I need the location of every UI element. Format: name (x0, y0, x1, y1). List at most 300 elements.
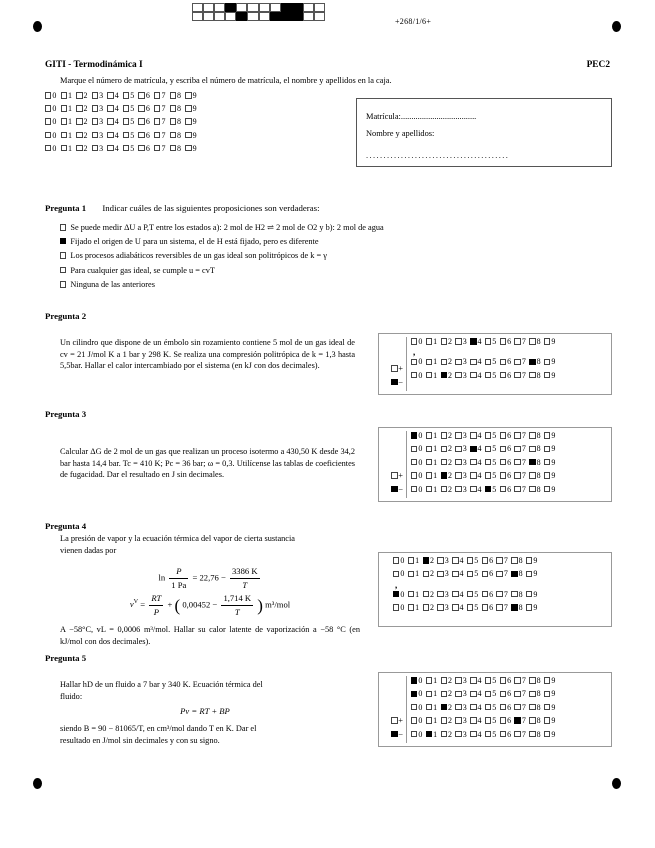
digit-option-3[interactable] (455, 371, 466, 380)
checkbox-icon[interactable] (391, 731, 397, 737)
checkbox-icon[interactable] (500, 691, 506, 697)
checkbox-icon[interactable] (441, 432, 447, 438)
digit-option-5[interactable] (123, 117, 134, 126)
digit-option-9[interactable] (185, 104, 196, 113)
checkbox-icon[interactable] (511, 557, 517, 563)
checkbox-icon[interactable] (482, 591, 488, 597)
checkbox-icon[interactable] (485, 359, 491, 365)
checkbox-icon[interactable] (107, 132, 113, 138)
digits-column[interactable] (389, 556, 609, 623)
checkbox-icon[interactable] (391, 717, 397, 723)
digit-option-6[interactable] (500, 458, 511, 467)
checkbox-icon[interactable] (138, 105, 144, 111)
digit-option-0[interactable] (411, 676, 422, 685)
proposition-option-1[interactable] (60, 222, 384, 237)
digit-option-7[interactable] (154, 104, 165, 113)
answer-digit-row[interactable] (393, 603, 609, 616)
checkbox-icon[interactable] (426, 459, 432, 465)
checkbox-icon[interactable] (154, 132, 160, 138)
digits-column[interactable] (407, 337, 609, 391)
checkbox-icon[interactable] (500, 446, 506, 452)
proposition-option-4[interactable] (60, 266, 384, 281)
digit-option-0[interactable] (411, 689, 422, 698)
checkbox-icon[interactable] (411, 372, 417, 378)
checkbox-icon[interactable] (426, 472, 432, 478)
answer-digit-row[interactable] (411, 689, 609, 702)
sign-option-negative[interactable] (381, 730, 403, 743)
checkbox-icon[interactable] (485, 338, 491, 344)
digit-option-8[interactable] (529, 337, 540, 346)
digit-option-3[interactable] (92, 117, 103, 126)
checkbox-icon[interactable] (170, 92, 176, 98)
digit-option-4[interactable] (470, 431, 481, 440)
digit-option-6[interactable] (500, 676, 511, 685)
checkbox-icon[interactable] (529, 359, 535, 365)
checkbox-icon[interactable] (411, 691, 417, 697)
digit-option-0[interactable] (45, 131, 56, 140)
checkbox-icon[interactable] (154, 105, 160, 111)
checkbox-icon[interactable] (426, 372, 432, 378)
digit-option-0[interactable] (411, 458, 422, 467)
digit-option-5[interactable] (485, 689, 496, 698)
checkbox-icon[interactable] (45, 132, 51, 138)
digit-option-5[interactable] (467, 569, 478, 578)
checkbox-icon[interactable] (107, 118, 113, 124)
checkbox-icon[interactable] (514, 372, 520, 378)
digit-option-0[interactable] (393, 590, 404, 599)
digit-option-6[interactable] (138, 104, 149, 113)
checkbox-icon[interactable] (470, 372, 476, 378)
digit-option-2[interactable] (441, 431, 452, 440)
checkbox-icon[interactable] (544, 486, 550, 492)
digit-option-3[interactable] (455, 444, 466, 453)
checkbox-icon[interactable] (391, 365, 397, 371)
checkbox-icon[interactable] (544, 677, 550, 683)
digit-option-6[interactable] (500, 716, 511, 725)
digit-option-9[interactable] (185, 91, 196, 100)
sign-column[interactable] (381, 431, 407, 498)
digit-option-3[interactable] (455, 716, 466, 725)
digit-option-1[interactable] (426, 485, 437, 494)
checkbox-icon[interactable] (455, 338, 461, 344)
checkbox-icon[interactable] (170, 105, 176, 111)
digit-option-4[interactable] (470, 371, 481, 380)
digit-option-7[interactable] (514, 444, 525, 453)
checkbox-icon[interactable] (544, 338, 550, 344)
digit-option-4[interactable] (470, 716, 481, 725)
checkbox-icon[interactable] (423, 591, 429, 597)
checkbox-icon[interactable] (61, 145, 67, 151)
sign-option-positive[interactable] (381, 364, 403, 377)
checkbox-icon[interactable] (138, 145, 144, 151)
digit-option-5[interactable] (485, 337, 496, 346)
digit-option-1[interactable] (408, 569, 419, 578)
digit-option-2[interactable] (441, 444, 452, 453)
sign-option-positive[interactable] (381, 471, 403, 484)
digit-option-8[interactable] (529, 444, 540, 453)
checkbox-icon[interactable] (92, 92, 98, 98)
checkbox-icon[interactable] (426, 704, 432, 710)
digit-option-4[interactable] (107, 117, 118, 126)
checkbox-icon[interactable] (529, 677, 535, 683)
question-2-answer-grid[interactable] (378, 333, 612, 395)
digit-option-7[interactable] (154, 144, 165, 153)
checkbox-icon[interactable] (455, 359, 461, 365)
digit-option-7[interactable] (514, 703, 525, 712)
digit-option-3[interactable] (92, 131, 103, 140)
checkbox-icon[interactable] (455, 459, 461, 465)
digit-option-6[interactable] (482, 590, 493, 599)
digit-option-7[interactable] (514, 471, 525, 480)
digit-option-7[interactable] (514, 676, 525, 685)
digit-option-3[interactable] (455, 703, 466, 712)
checkbox-icon[interactable] (470, 338, 476, 344)
digit-option-6[interactable] (500, 371, 511, 380)
checkbox-icon[interactable] (107, 105, 113, 111)
checkbox-icon[interactable] (411, 359, 417, 365)
digit-option-0[interactable] (45, 104, 56, 113)
checkbox-icon[interactable] (391, 472, 397, 478)
checkbox-icon[interactable] (514, 432, 520, 438)
checkbox-icon[interactable] (92, 105, 98, 111)
checkbox-icon[interactable] (426, 359, 432, 365)
checkbox-icon[interactable] (470, 446, 476, 452)
checkbox-icon[interactable] (123, 118, 129, 124)
checkbox-icon[interactable] (529, 338, 535, 344)
checkbox-icon[interactable] (408, 557, 414, 563)
checkbox-icon[interactable] (154, 92, 160, 98)
checkbox-icon[interactable] (470, 717, 476, 723)
digit-option-2[interactable] (423, 590, 434, 599)
digit-option-2[interactable] (76, 144, 87, 153)
digit-option-8[interactable] (170, 91, 181, 100)
checkbox-icon[interactable] (526, 591, 532, 597)
digit-option-4[interactable] (470, 730, 481, 739)
digit-option-9[interactable] (544, 730, 555, 739)
digit-option-0[interactable] (411, 357, 422, 366)
answer-digit-row[interactable] (411, 716, 609, 729)
digit-option-9[interactable] (544, 371, 555, 380)
digit-option-7[interactable] (496, 590, 507, 599)
digit-option-9[interactable] (544, 458, 555, 467)
digit-option-0[interactable] (411, 485, 422, 494)
digit-option-1[interactable] (61, 117, 72, 126)
checkbox-icon[interactable] (455, 372, 461, 378)
digit-option-7[interactable] (514, 431, 525, 440)
digit-option-1[interactable] (426, 458, 437, 467)
checkbox-icon[interactable] (61, 132, 67, 138)
digit-option-5[interactable] (123, 131, 134, 140)
digit-option-2[interactable] (441, 458, 452, 467)
digit-option-8[interactable] (511, 590, 522, 599)
digit-option-9[interactable] (544, 703, 555, 712)
checkbox-icon[interactable] (500, 432, 506, 438)
proposition-option-2[interactable] (60, 237, 384, 252)
checkbox-icon[interactable] (485, 372, 491, 378)
digit-option-8[interactable] (529, 676, 540, 685)
checkbox-icon[interactable] (485, 717, 491, 723)
checkbox-icon[interactable] (544, 432, 550, 438)
digit-option-4[interactable] (107, 131, 118, 140)
checkbox-icon[interactable] (455, 432, 461, 438)
digits-column[interactable] (407, 676, 609, 743)
proposition-option-5[interactable] (60, 280, 384, 295)
checkbox-icon[interactable] (138, 132, 144, 138)
checkbox-icon[interactable] (526, 557, 532, 563)
checkbox-icon[interactable] (485, 446, 491, 452)
checkbox-icon[interactable] (544, 717, 550, 723)
digit-option-8[interactable] (529, 458, 540, 467)
checkbox-icon[interactable] (544, 459, 550, 465)
digit-option-1[interactable] (61, 104, 72, 113)
digit-option-3[interactable] (455, 471, 466, 480)
checkbox-icon[interactable] (60, 238, 66, 244)
digit-option-5[interactable] (467, 556, 478, 565)
digit-option-2[interactable] (76, 131, 87, 140)
checkbox-icon[interactable] (441, 717, 447, 723)
checkbox-icon[interactable] (485, 677, 491, 683)
digit-option-5[interactable] (485, 716, 496, 725)
checkbox-icon[interactable] (185, 132, 191, 138)
digit-option-6[interactable] (500, 730, 511, 739)
digit-option-7[interactable] (514, 485, 525, 494)
digit-option-5[interactable] (485, 730, 496, 739)
checkbox-icon[interactable] (514, 704, 520, 710)
checkbox-icon[interactable] (500, 731, 506, 737)
checkbox-icon[interactable] (452, 557, 458, 563)
digit-option-1[interactable] (426, 371, 437, 380)
checkbox-icon[interactable] (511, 571, 517, 577)
answer-digit-row[interactable] (393, 590, 609, 603)
digit-option-1[interactable] (426, 716, 437, 725)
checkbox-icon[interactable] (526, 604, 532, 610)
checkbox-icon[interactable] (123, 132, 129, 138)
digit-option-2[interactable] (441, 371, 452, 380)
answer-digit-row[interactable] (411, 371, 609, 384)
digit-option-6[interactable] (500, 444, 511, 453)
checkbox-icon[interactable] (529, 372, 535, 378)
digit-option-5[interactable] (123, 91, 134, 100)
checkbox-icon[interactable] (411, 704, 417, 710)
digit-option-6[interactable] (138, 117, 149, 126)
checkbox-icon[interactable] (76, 92, 82, 98)
matricula-row[interactable] (45, 117, 201, 130)
checkbox-icon[interactable] (455, 677, 461, 683)
proposition-option-3[interactable] (60, 251, 384, 266)
checkbox-icon[interactable] (467, 591, 473, 597)
checkbox-icon[interactable] (45, 105, 51, 111)
digit-option-2[interactable] (441, 337, 452, 346)
checkbox-icon[interactable] (92, 132, 98, 138)
digit-option-9[interactable] (526, 556, 537, 565)
checkbox-icon[interactable] (496, 557, 502, 563)
digit-option-6[interactable] (138, 91, 149, 100)
digit-option-0[interactable] (45, 144, 56, 153)
checkbox-icon[interactable] (514, 691, 520, 697)
digit-option-5[interactable] (485, 471, 496, 480)
answer-digit-row[interactable] (411, 730, 609, 743)
digit-option-2[interactable] (441, 471, 452, 480)
checkbox-icon[interactable] (482, 557, 488, 563)
checkbox-icon[interactable] (514, 677, 520, 683)
checkbox-icon[interactable] (441, 691, 447, 697)
checkbox-icon[interactable] (411, 677, 417, 683)
checkbox-icon[interactable] (455, 472, 461, 478)
answer-digit-row[interactable] (411, 431, 609, 444)
checkbox-icon[interactable] (60, 267, 66, 273)
checkbox-icon[interactable] (485, 691, 491, 697)
checkbox-icon[interactable] (92, 118, 98, 124)
question-5-answer-grid[interactable] (378, 672, 612, 747)
digit-option-7[interactable] (154, 91, 165, 100)
checkbox-icon[interactable] (485, 459, 491, 465)
digit-option-4[interactable] (107, 91, 118, 100)
digit-option-1[interactable] (408, 603, 419, 612)
digit-option-7[interactable] (154, 131, 165, 140)
digit-option-7[interactable] (496, 603, 507, 612)
checkbox-icon[interactable] (426, 731, 432, 737)
digit-option-0[interactable] (411, 703, 422, 712)
checkbox-icon[interactable] (170, 118, 176, 124)
checkbox-icon[interactable] (544, 372, 550, 378)
digit-option-0[interactable] (45, 117, 56, 126)
digit-option-8[interactable] (170, 104, 181, 113)
checkbox-icon[interactable] (544, 359, 550, 365)
checkbox-icon[interactable] (426, 446, 432, 452)
checkbox-icon[interactable] (426, 717, 432, 723)
matricula-field[interactable] (366, 112, 476, 121)
checkbox-icon[interactable] (393, 591, 399, 597)
digit-option-5[interactable] (467, 603, 478, 612)
checkbox-icon[interactable] (544, 704, 550, 710)
checkbox-icon[interactable] (423, 557, 429, 563)
checkbox-icon[interactable] (467, 557, 473, 563)
digit-option-1[interactable] (426, 357, 437, 366)
checkbox-icon[interactable] (138, 92, 144, 98)
digit-option-8[interactable] (511, 569, 522, 578)
checkbox-icon[interactable] (500, 372, 506, 378)
digit-option-1[interactable] (61, 131, 72, 140)
checkbox-icon[interactable] (411, 717, 417, 723)
digit-option-1[interactable] (426, 431, 437, 440)
checkbox-icon[interactable] (529, 704, 535, 710)
checkbox-icon[interactable] (485, 704, 491, 710)
checkbox-icon[interactable] (544, 472, 550, 478)
digit-option-9[interactable] (544, 716, 555, 725)
checkbox-icon[interactable] (514, 486, 520, 492)
checkbox-icon[interactable] (470, 677, 476, 683)
digit-option-9[interactable] (544, 676, 555, 685)
digit-option-5[interactable] (467, 590, 478, 599)
checkbox-icon[interactable] (45, 118, 51, 124)
digit-option-6[interactable] (500, 485, 511, 494)
digit-option-8[interactable] (170, 144, 181, 153)
checkbox-icon[interactable] (500, 704, 506, 710)
checkbox-icon[interactable] (61, 105, 67, 111)
checkbox-icon[interactable] (441, 731, 447, 737)
digit-option-0[interactable] (393, 556, 404, 565)
digit-option-6[interactable] (138, 144, 149, 153)
digit-option-8[interactable] (529, 730, 540, 739)
checkbox-icon[interactable] (511, 591, 517, 597)
checkbox-icon[interactable] (76, 105, 82, 111)
digit-option-5[interactable] (485, 458, 496, 467)
digit-option-2[interactable] (423, 603, 434, 612)
digit-option-9[interactable] (544, 431, 555, 440)
checkbox-icon[interactable] (496, 571, 502, 577)
digit-option-3[interactable] (92, 104, 103, 113)
checkbox-icon[interactable] (514, 338, 520, 344)
digit-option-3[interactable] (455, 676, 466, 685)
checkbox-icon[interactable] (426, 338, 432, 344)
digit-option-2[interactable] (441, 716, 452, 725)
digit-option-1[interactable] (61, 144, 72, 153)
checkbox-icon[interactable] (514, 446, 520, 452)
digit-option-5[interactable] (123, 104, 134, 113)
digit-option-7[interactable] (514, 371, 525, 380)
checkbox-icon[interactable] (470, 704, 476, 710)
digit-option-1[interactable] (426, 703, 437, 712)
checkbox-icon[interactable] (529, 717, 535, 723)
digit-option-2[interactable] (76, 91, 87, 100)
sign-column[interactable] (381, 337, 407, 391)
digit-option-5[interactable] (485, 357, 496, 366)
digit-option-4[interactable] (470, 703, 481, 712)
digit-option-1[interactable] (408, 590, 419, 599)
question-3-answer-grid[interactable] (378, 427, 612, 502)
checkbox-icon[interactable] (441, 359, 447, 365)
digit-option-5[interactable] (485, 431, 496, 440)
checkbox-icon[interactable] (393, 557, 399, 563)
digit-option-4[interactable] (452, 556, 463, 565)
checkbox-icon[interactable] (411, 731, 417, 737)
answer-digit-row[interactable] (411, 471, 609, 484)
answer-digit-row[interactable] (411, 703, 609, 716)
checkbox-icon[interactable] (529, 432, 535, 438)
digit-option-7[interactable] (514, 458, 525, 467)
digit-option-8[interactable] (170, 131, 181, 140)
answer-digit-row[interactable] (411, 676, 609, 689)
checkbox-icon[interactable] (485, 472, 491, 478)
question-1-options[interactable] (60, 222, 384, 295)
checkbox-icon[interactable] (441, 372, 447, 378)
checkbox-icon[interactable] (467, 571, 473, 577)
digit-option-8[interactable] (529, 689, 540, 698)
digit-option-6[interactable] (482, 603, 493, 612)
digit-option-8[interactable] (529, 485, 540, 494)
checkbox-icon[interactable] (455, 731, 461, 737)
checkbox-icon[interactable] (529, 472, 535, 478)
checkbox-icon[interactable] (441, 446, 447, 452)
checkbox-icon[interactable] (441, 704, 447, 710)
digit-option-2[interactable] (441, 703, 452, 712)
checkbox-icon[interactable] (408, 604, 414, 610)
checkbox-icon[interactable] (452, 591, 458, 597)
digit-option-9[interactable] (526, 590, 537, 599)
digit-option-4[interactable] (470, 444, 481, 453)
student-info-box[interactable] (356, 98, 612, 167)
checkbox-icon[interactable] (526, 571, 532, 577)
checkbox-icon[interactable] (170, 145, 176, 151)
checkbox-icon[interactable] (426, 486, 432, 492)
checkbox-icon[interactable] (455, 717, 461, 723)
checkbox-icon[interactable] (154, 118, 160, 124)
checkbox-icon[interactable] (529, 691, 535, 697)
checkbox-icon[interactable] (123, 145, 129, 151)
digit-option-0[interactable] (411, 730, 422, 739)
answer-digit-row[interactable] (411, 337, 609, 350)
checkbox-icon[interactable] (500, 472, 506, 478)
